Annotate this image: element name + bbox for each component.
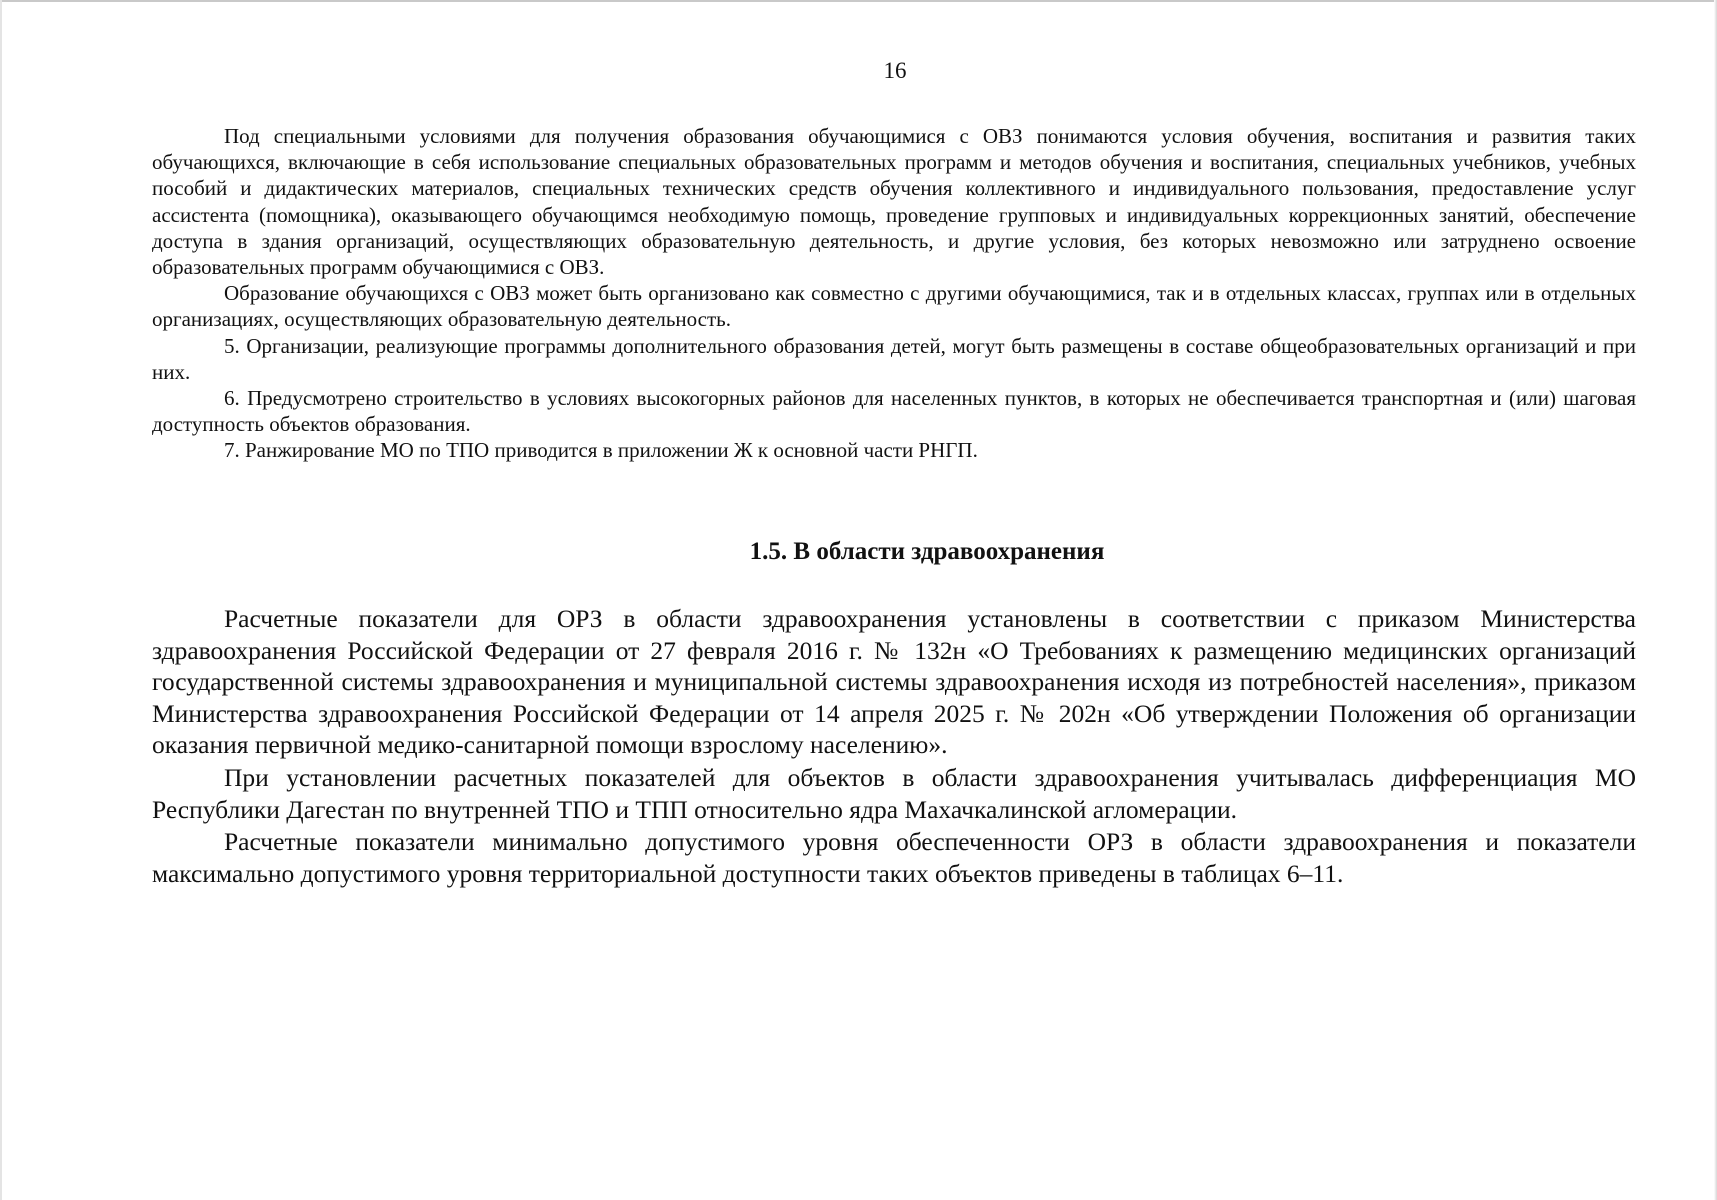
paragraph-healthcare-differentiation: При установлении расчетных показателей для объектов в области здравоохранения учитывалась дифференциация МО Республики Дагестан по внутренней ТПО и ТПП относительно ядра Махачкалинской агломерации.: [152, 762, 1636, 824]
paragraph-healthcare-orders: Расчетные показатели для ОРЗ в области здравоохранения установлены в соответствии с приказом Министерства здравоохранения Российской Федерации от 27 февраля 2016 г. № 132н «О Требованиях к размещению медицинских организаций государственной системы здравоохранения и муниципальной системы здравоохранения исходя из потребностей населения», приказом Министерства здравоохранения Российской Федерации от 14 апреля 2025 г. № 202н «Об утверждении Положения об организации оказания первичной медико-санитарной помощи взрослому населению».: [152, 604, 1636, 760]
paragraph-item-5: 5. Организации, реализующие программы дополнительного образования детей, могут быть размещены в составе общеобразовательных организаций и при них.: [152, 333, 1636, 384]
paragraph-item-6: 6. Предусмотрено строительство в условиях высокогорных районов для населенных пунктов, в которых не обеспечивается транспортная и (или) шаговая доступность объектов образования.: [152, 386, 1636, 437]
healthcare-section: [152, 603, 1636, 889]
education-conditions-section: [152, 123, 1636, 464]
paragraph-education-organization: Образование обучающихся с ОВЗ может быть организовано как совместно с другими обучающимися, так и в отдельных классах, группах или в отдельных организациях, осуществляющих образовательную деятельность.: [152, 281, 1636, 332]
scan-edge-top: [0, 0, 1717, 2]
page-number: 16: [883, 58, 907, 83]
scan-edge-left: [0, 0, 2, 1200]
section-heading-healthcare: 1.5. В области здравоохранения: [749, 538, 1105, 565]
paragraph-special-conditions: Под специальными условиями для получения образования обучающимися с ОВЗ понимаются условия обучения, воспитания и развития таких обучающихся, включающие в себя использование специальных образовательных программ и методов обучения и воспитания, специальных учебников, учебных пособий и дидактических материалов, специальных технических средств обучения коллективного и индивидуального пользования, предоставление услуг ассистента (помощника), оказывающего обучающимся необходимую помощь, проведение групповых и индивидуальных коррекционных занятий, обеспечение доступа в здания организаций, осуществляющих образовательную деятельность, и другие условия, без которых невозможно или затруднено освоение образовательных программ обучающимися с ОВЗ.: [152, 124, 1636, 280]
paragraph-item-7: 7. Ранжирование МО по ТПО приводится в приложении Ж к основной части РНГП.: [224, 438, 978, 463]
paragraph-healthcare-tables: Расчетные показатели минимально допустимого уровня обеспеченности ОРЗ в области здравоохранения и показатели максимально допустимого уровня территориальной доступности таких объектов приведены в таблицах 6–11.: [152, 827, 1636, 888]
